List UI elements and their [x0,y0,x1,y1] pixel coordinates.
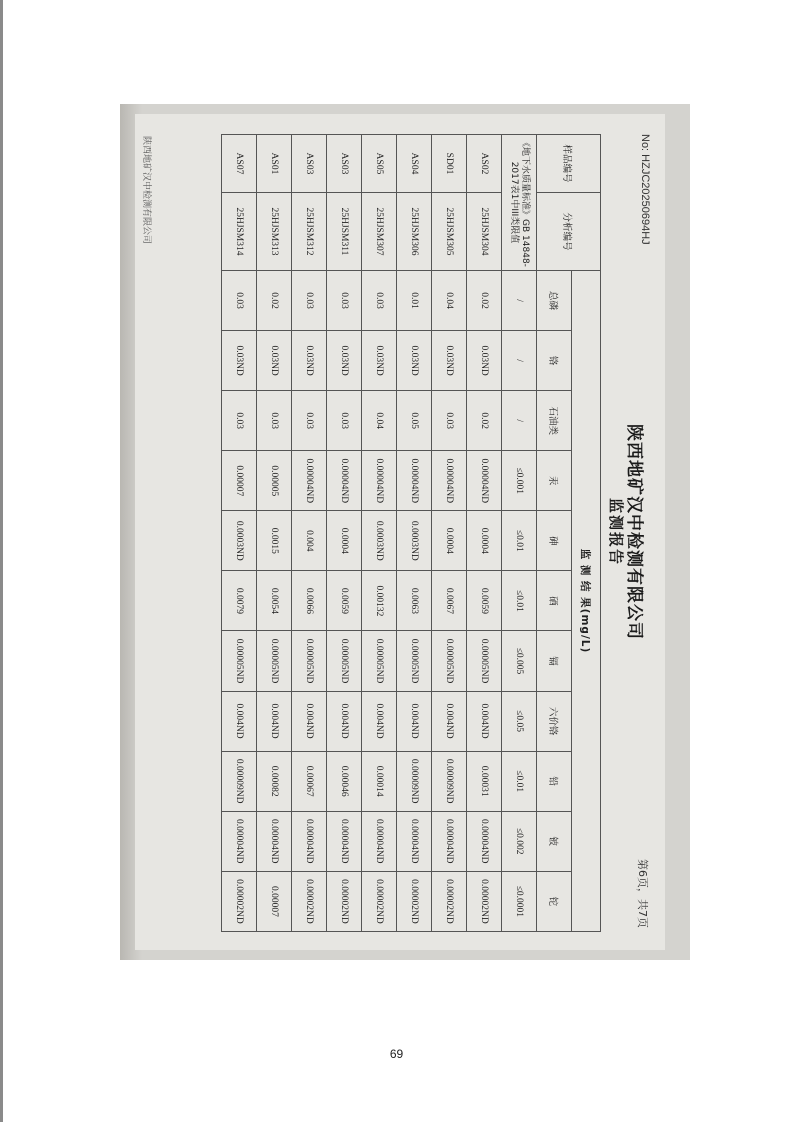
result-cell: 0.00004ND [362,451,397,511]
result-cell: 0.03 [327,391,362,451]
result-cell: 0.004ND [257,691,292,751]
result-cell: 0.00002ND [327,871,362,931]
result-cell: 0.00031 [467,751,502,811]
result-cell: 0.0063 [397,571,432,631]
result-cell: 0.00004ND [292,451,327,511]
parameter-header: 砷 [537,511,572,571]
result-cell: 0.0054 [257,571,292,631]
result-cell: 0.00009ND [222,751,257,811]
table-row [327,135,362,932]
table-row [257,135,292,932]
analysis-code-cell: 25HJSM305 [432,193,467,271]
result-cell: 0.00005ND [432,631,467,691]
result-cell: 0.00005ND [292,631,327,691]
result-cell: 0.0003ND [362,511,397,571]
analysis-code-cell: 25HJSM313 [257,193,292,271]
result-cell: 0.00004ND [327,451,362,511]
sample-id-cell: AS01 [257,135,292,193]
results-table-body [222,135,537,932]
result-cell: 0.03 [257,391,292,451]
analysis-code-cell: 25HJSM311 [327,193,362,271]
result-cell: 0.00005ND [327,631,362,691]
result-cell: 0.00005ND [362,631,397,691]
result-cell: 0.0059 [327,571,362,631]
result-cell: 0.03ND [397,331,432,391]
result-cell: 0.00009ND [432,751,467,811]
result-cell: 0.00004ND [467,451,502,511]
result-cell: 0.03ND [467,331,502,391]
result-cell: 0.00002ND [362,871,397,931]
result-cell: 0.00002ND [467,871,502,931]
result-cell: 0.00005ND [257,631,292,691]
result-cell: 0.00004ND [257,811,292,871]
parameter-header: 六价铬 [537,691,572,751]
report-photo [120,104,690,960]
result-cell: 0.00005ND [397,631,432,691]
result-cell: 0.02 [257,271,292,331]
result-cell: 0.00005 [257,451,292,511]
analysis-code-cell: 25HJSM306 [397,193,432,271]
standard-limit-cell: / [502,331,537,391]
sample-id-cell: SD01 [432,135,467,193]
result-cell: 0.00002ND [397,871,432,931]
result-cell: 0.0004 [432,511,467,571]
result-cell: 0.00046 [327,751,362,811]
analysis-code-cell: 25HJSM304 [467,193,502,271]
result-cell: 0.03 [362,271,397,331]
parameter-header: 石油类 [537,391,572,451]
result-cell: 0.00004ND [397,811,432,871]
result-cell: 0.004ND [432,691,467,751]
result-cell: 0.00004ND [432,451,467,511]
parameter-header: 总磷 [537,271,572,331]
report-sheet [135,114,665,950]
results-table [221,134,601,932]
parameter-header: 汞 [537,451,572,511]
result-cell: 0.00007 [257,871,292,931]
result-cell: 0.00004ND [397,451,432,511]
result-cell: 0.0066 [292,571,327,631]
parameter-header: 硒 [537,571,572,631]
result-cell: 0.004ND [292,691,327,751]
standard-limit-cell: ≤0.001 [502,451,537,511]
report-title: 监测报告 [607,497,625,566]
sample-id-cell: AS05 [362,135,397,193]
result-cell: 0.00082 [257,751,292,811]
table-row [467,135,502,932]
standard-limit-cell: ≤0.0001 [502,871,537,931]
sample-id-header: 样品编号 [537,135,601,193]
result-cell: 0.00004ND [362,811,397,871]
result-cell: 0.03 [432,391,467,451]
result-cell: 0.0067 [432,571,467,631]
result-cell: 0.004 [292,511,327,571]
sample-id-cell: AS03 [292,135,327,193]
standard-limit-cell: ≤0.01 [502,511,537,571]
parameter-header: 镉 [537,631,572,691]
result-cell: 0.00132 [362,571,397,631]
result-cell: 0.00004ND [327,811,362,871]
parameter-header: 铊 [537,871,572,931]
result-cell: 0.00004ND [222,811,257,871]
standard-limit-cell: / [502,271,537,331]
result-cell: 0.0003ND [222,511,257,571]
result-cell: 0.05 [397,391,432,451]
result-cell: 0.03 [222,391,257,451]
page-number: 69 [389,1047,404,1061]
standard-limit-cell: ≤0.01 [502,751,537,811]
table-row [432,135,467,932]
analysis-code-header: 分析编号 [537,193,601,271]
result-cell: 0.03ND [362,331,397,391]
result-cell: 0.03 [327,271,362,331]
company-name: 陕西地矿汉中检测有限公司 [624,424,644,640]
page-counter: 第6页，共7页 [636,859,649,928]
standard-limit-cell: ≤0.01 [502,571,537,631]
parameter-header: 铍 [537,811,572,871]
report-number: No: HZJC20250694HJ [639,134,651,245]
page-left-edge [0,0,3,1122]
table-row [222,135,257,932]
standard-limit-cell: / [502,391,537,451]
result-cell: 0.00067 [292,751,327,811]
table-row [292,135,327,932]
result-cell: 0.0004 [467,511,502,571]
result-cell: 0.03ND [292,331,327,391]
sample-id-cell: AS02 [467,135,502,193]
analysis-code-cell: 25HJSM312 [292,193,327,271]
standard-limit-cell: ≤0.005 [502,631,537,691]
result-cell: 0.00009ND [397,751,432,811]
result-cell: 0.004ND [467,691,502,751]
result-cell: 0.004ND [362,691,397,751]
result-cell: 0.00014 [362,751,397,811]
result-cell: 0.00002ND [432,871,467,931]
parameter-header: 铬 [537,331,572,391]
analysis-code-cell: 25HJSM314 [222,193,257,271]
result-cell: 0.00005ND [467,631,502,691]
result-cell: 0.03ND [222,331,257,391]
result-cell: 0.03 [292,391,327,451]
result-cell: 0.03ND [432,331,467,391]
result-cell: 0.0079 [222,571,257,631]
sample-id-cell: AS03 [327,135,362,193]
table-row [397,135,432,932]
sample-id-cell: AS04 [397,135,432,193]
analysis-code-cell: 25HJSM307 [362,193,397,271]
result-cell: 0.04 [432,271,467,331]
result-cell: 0.004ND [327,691,362,751]
result-cell: 0.00005ND [222,631,257,691]
sample-id-cell: AS07 [222,135,257,193]
standard-limit-row [502,135,537,932]
result-cell: 0.03 [222,271,257,331]
parameter-header: 铅 [537,751,572,811]
result-cell: 0.03ND [327,331,362,391]
result-cell: 0.00004ND [467,811,502,871]
result-cell: 0.004ND [222,691,257,751]
result-cell: 0.0004 [327,511,362,571]
result-cell: 0.01 [397,271,432,331]
result-cell: 0.03 [292,271,327,331]
result-cell: 0.04 [362,391,397,451]
results-group-header: 监 测 结 果(mg/L) [572,271,601,932]
result-cell: 0.004ND [397,691,432,751]
result-cell: 0.0003ND [397,511,432,571]
result-cell: 0.00007 [222,451,257,511]
footer-company: 陕西地矿汉中检测有限公司 [141,136,151,245]
result-cell: 0.03ND [257,331,292,391]
table-row [362,135,397,932]
result-cell: 0.02 [467,391,502,451]
result-cell: 0.00004ND [432,811,467,871]
result-cell: 0.00004ND [292,811,327,871]
standard-label: 《地下水质量标准》GB 14848-2017表1中III类限值 [502,135,537,271]
standard-limit-cell: ≤0.05 [502,691,537,751]
standard-limit-cell: ≤0.002 [502,811,537,871]
result-cell: 0.0015 [257,511,292,571]
result-cell: 0.00002ND [292,871,327,931]
result-cell: 0.02 [467,271,502,331]
result-cell: 0.00002ND [222,871,257,931]
result-cell: 0.0059 [467,571,502,631]
